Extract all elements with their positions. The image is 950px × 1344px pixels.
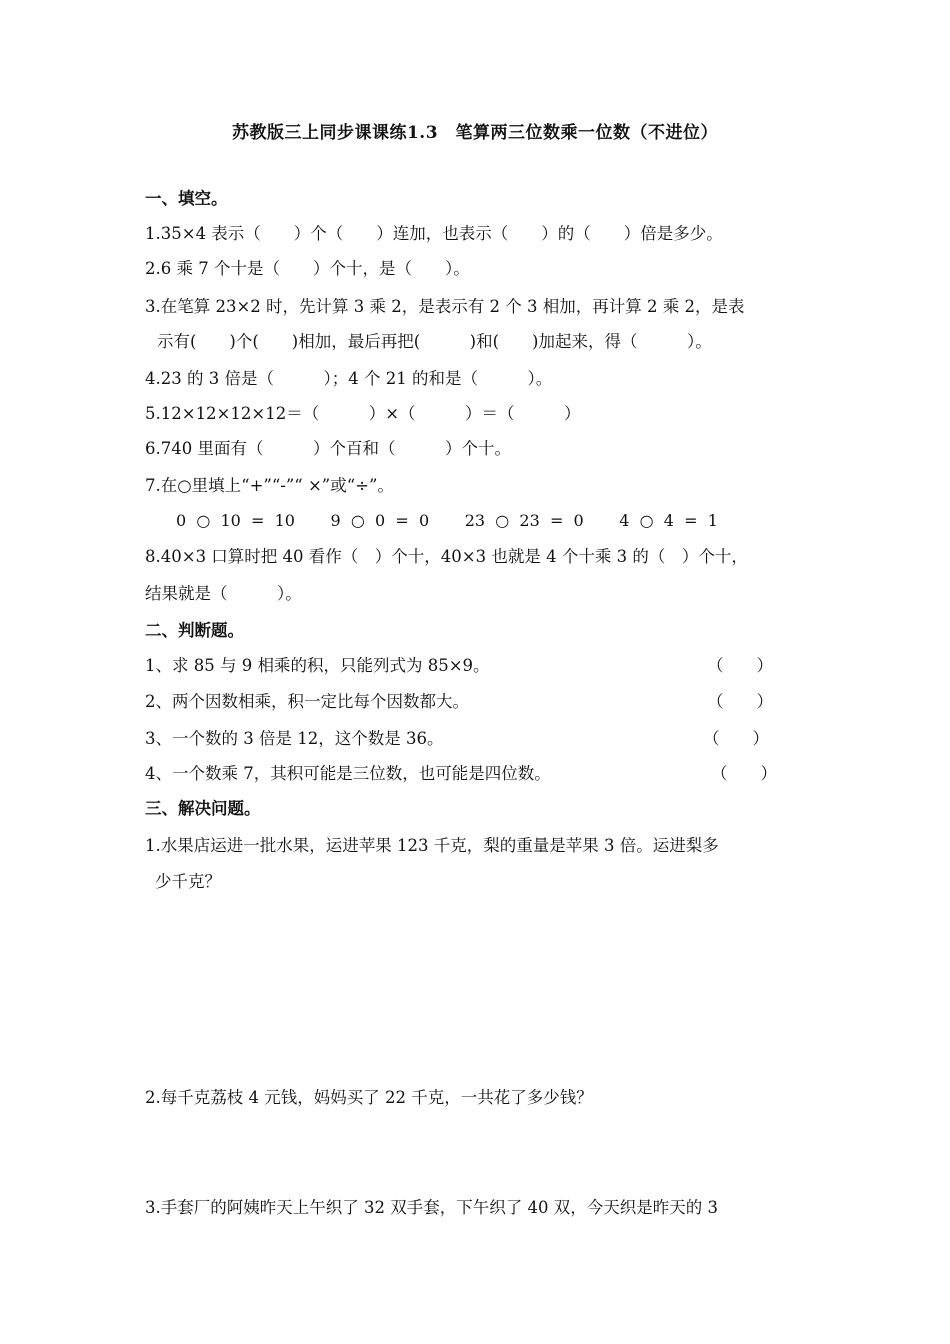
- section-true-false-heading: 二、判断题。: [145, 621, 244, 640]
- question-7-items: 0 ○ 10 = 10 9 ○ 0 = 0 23 ○ 23 = 0 4 ○ 4 = 1: [176, 511, 718, 530]
- question-4: 4.23 的 3 倍是（ ）；4 个 21 的和是（ ）。: [145, 369, 553, 388]
- true-false-item-3: 3、一个数的 3 倍是 12，这个数是 36。: [145, 729, 444, 748]
- question-3-line-1: 3.在笔算 23×2 时，先计算 3 乘 2，是表示有 2 个 3 相加，再计算 2 乘 2，是表: [145, 297, 745, 316]
- question-5: 5.12×12×12×12＝（ ）×（ ）＝（ ）: [145, 404, 581, 423]
- section-word-problems-heading: 三、解决问题。: [145, 799, 261, 818]
- question-3-line-2: 示有( )个( )相加，最后再把( )和( )加起来，得（ ）。: [157, 332, 712, 351]
- true-false-item-2: 2、两个因数相乘，积一定比每个因数都大。: [145, 692, 469, 711]
- question-6: 6.740 里面有（ ）个百和（ ）个十。: [145, 439, 511, 458]
- word-problem-1-line-2: 少千克？: [155, 872, 221, 891]
- question-2: 2.6 乘 7 个十是（ ）个十，是（ ）。: [145, 259, 470, 278]
- page-title: 苏教版三上同步课课练1.3 笔算两三位数乘一位数（不进位）: [231, 123, 719, 143]
- true-false-answer-2: （ ）: [707, 692, 773, 711]
- true-false-answer-4: （ ）: [711, 764, 777, 783]
- question-8-line-1: 8.40×3 口算时把 40 看作（ ）个十，40×3 也就是 4 个十乘 3 的（ ）个十，: [145, 547, 748, 566]
- word-problem-2: 2.每千克荔枝 4 元钱，妈妈买了 22 千克，一共花了多少钱？: [145, 1088, 593, 1107]
- true-false-item-4: 4、一个数乘 7，其积可能是三位数，也可能是四位数。: [145, 764, 551, 783]
- question-7: 7.在○里填上“+”“-”“ ×”或“÷”。: [145, 476, 394, 495]
- true-false-item-1: 1、求 85 与 9 相乘的积，只能列式为 85×9。: [145, 656, 490, 675]
- true-false-answer-3: （ ）: [703, 729, 769, 748]
- question-8-line-2: 结果就是（ ）。: [145, 584, 302, 603]
- word-problem-3: 3.手套厂的阿姨昨天上午织了 32 双手套，下午织了 40 双，今天织是昨天的 3: [145, 1198, 718, 1217]
- word-problem-1-line-1: 1.水果店运进一批水果，运进苹果 123 千克，梨的重量是苹果 3 倍。运进梨多: [145, 836, 719, 855]
- section-fill-blank-heading: 一、填空。: [145, 189, 228, 208]
- true-false-answer-1: （ ）: [707, 656, 773, 675]
- question-1: 1.35×4 表示（ ）个（ ）连加，也表示（ ）的（ ）倍是多少。: [145, 224, 723, 243]
